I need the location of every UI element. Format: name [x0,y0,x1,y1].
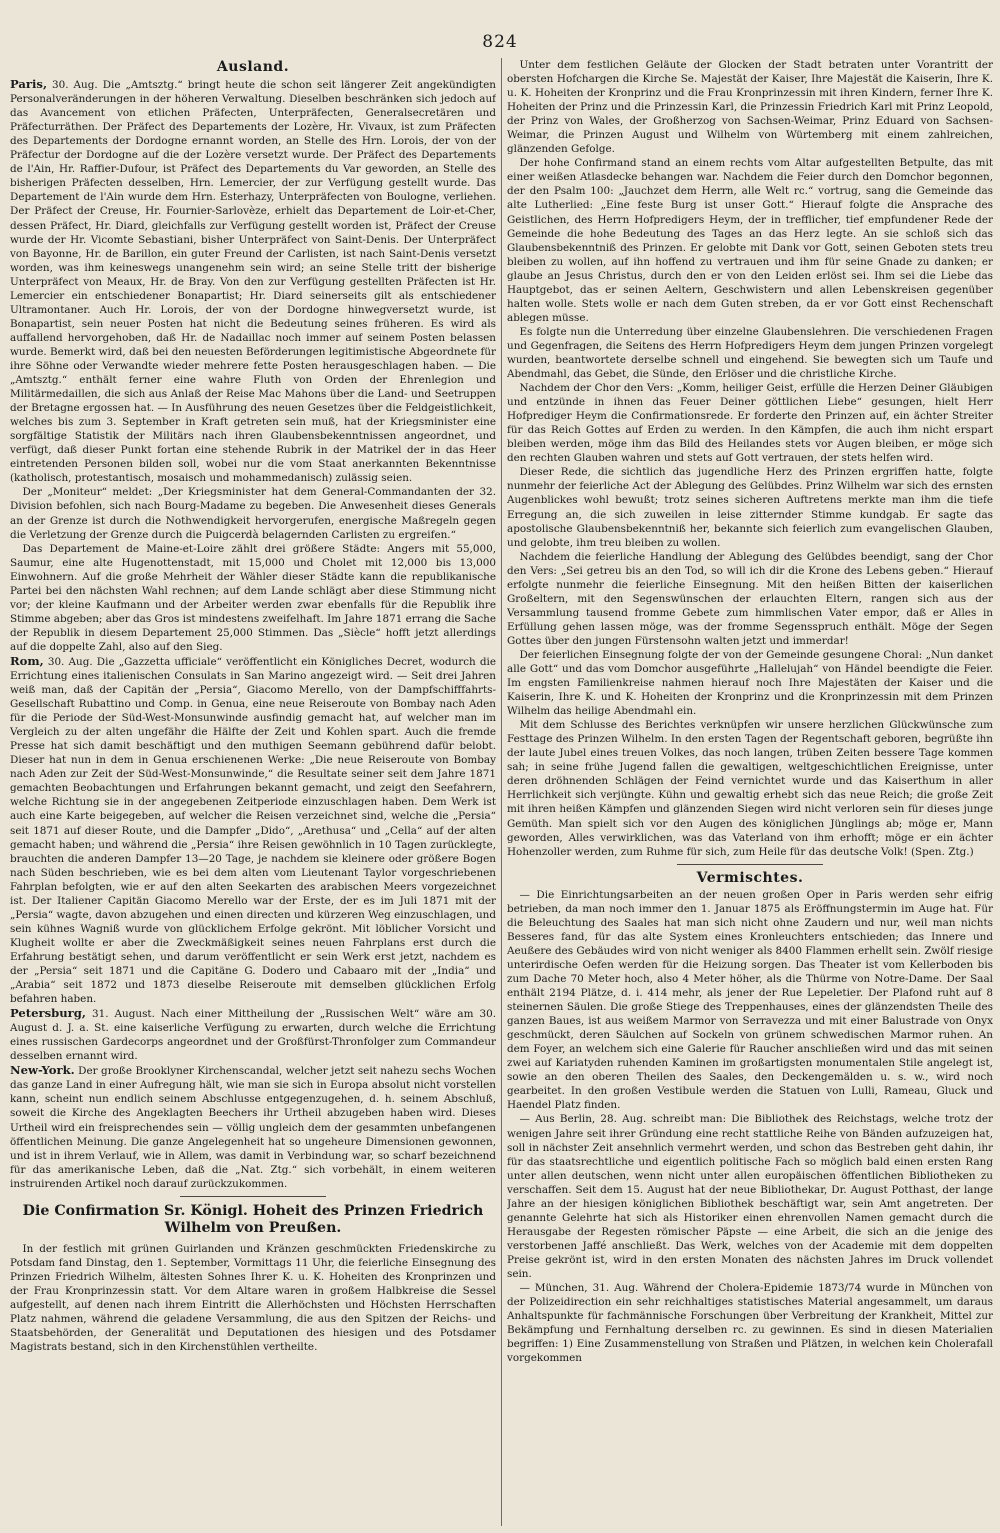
dateline-paris: Paris, [10,77,47,92]
dateline-rom: Rom, [10,653,44,668]
article-paragraph: Das Departement de Maine-et-Loire zählt drei größere Städte: Angers mit 55,000, Saumur, eine alte Hugenottenstadt, mit 15,000 und Cholet mit 12,000 bis 13,000 Einwohnern. Auf die große Mehrheit der Wähler dieser Städte kann die republikanische Partei bei den nächsten Wahl rechnen; auf dem Lande schlägt aber diese Stimmung nicht vor; der kleine Kaufmann und der Arbeiter werden zwar ebenfalls für die Republik ihre Stimme abgeben; aber das Gros ist mindestens zweifelhaft. Im Jahre 1871 errang die Sache der Republik in diesem Departement 25,000 Stimmen. Das „Siècle“ hofft jetzt allerdings auf die doppelte Zahl, also auf den Sieg. [10,542,496,653]
column-divider [501,58,502,1526]
article-paragraph: — München, 31. Aug. Während der Cholera-Epidemie 1873/74 wurde in München von der Polizeidirection ein sehr reichhaltiges statistisches Material angesammelt, um daraus Anhaltspunkte für fachmännische Forschungen über Verbreitung der Krankheit, Mittel zur Bekämpfung und Fernhaltung derselben rc. zu gewinnen. Es sind in diesen Materialien begriffen: 1) Eine Zusammenstellung von Straßen und Plätzen, in welchen kein Cholerafall vorgekommen [507,1282,993,1365]
article-paragraph: Der „Moniteur“ meldet: „Der Kriegsminister hat dem General-Commandanten der 32. Division befohlen, sich nach Bourg-Madame zu begeben. Die Anwesenheit dieses Generals an der Grenze ist durch die Nothwendigkeit hervorgerufen, energische Maßregeln gegen die Verletzung der Grenze durch die Puigcerdà belagernden Carlisten zu ergreifen.“ [10,486,496,541]
article-paragraph: Dieser Rede, die sichtlich das jugendliche Herz des Prinzen ergriffen hatte, folgte nunmehr der feierliche Act der Ablegung des Gelübdes. Prinz Wilhelm war sich des ernsten Augenblickes wohl bewußt; trotz seines sicheren Auftretens merkte man ihm die tiefe Erregung an, die sich zuweilen in leise zitternder Stimme kundgab. Er sagte das apostolische Glaubensbekenntniß her, bekannte sich feierlich zum evangelischen Glauben, und gelobte, ihm treu bleiben zu wollen. [507,466,993,549]
article-paragraph: Unter dem festlichen Geläute der Glocken der Stadt betraten unter Vorantritt der obersten Hofchargen die Kirche Se. Majestät der Kaiser, Ihre Majestät die Kaiserin, Ihre K. u. K. Hoheiten der Kronprinz und die Frau Kronprinzessin mit ihren Kindern, ferner Ihre K. Hoheiten der Prinz und die Prinzessin Karl, die Prinzessin Friedrich Karl mit Prinz Leopold, der Prinz von Wales, der Großherzog von Sachsen-Weimar, Prinz Eduard von Sachsen-Weimar, die Prinzen August und Wilhelm von Würtemberg mit einem zahlreichen, glänzenden Gefolge. [507,59,993,156]
left-column [10,58,496,1526]
section-heading-ausland: Ausland. [216,59,290,75]
article-paragraph: Der feierlichen Einsegnung folgte der von der Gemeinde gesungene Choral: „Nun danket alle Gott“ und das vom Domchor ausgeführte „Hallelujah“ von Händel beendigte die Feier. Im engsten Familienkreise nahmen hierauf noch Ihre Majestäten der Kaiser und die Kaiserin, Ihre K. und K. Hoheiten der Kronprinz und die Kronprinzessin mit dem Prinzen Wilhelm das heilige Abendmahl ein. [507,648,993,718]
article-paragraph: — Aus Berlin, 28. Aug. schreibt man: Die Bibliothek des Reichstags, welche trotz der wenigen Jahre seit ihrer Gründung eine recht stattliche Reihe von Bänden aufzuzeigen hat, soll in nächster Zeit ansehnlich vermehrt werden, und schon das Bestreben geht dahin, ihr für das staatsrechtliche und eigentlich politische Fach so möglich bald einen ersten Rang unter allen deutschen, wenn nicht unter allen europäischen öffentlichen Bibliotheken zu verschaffen. Seit dem 15. August hat der neue Bibliothekar, Dr. August Potthast, der lange Jahre an der hiesigen königlichen Bibliothek beschäftigt war, sein Amt angetreten. Der genannte Gelehrte hat sich als Historiker einen ehrenvollen Namen gemacht durch die Herausgabe der Regesten römischer Päpste — eine Arbeit, die sich an die jenige des verstorbenen Jaffé anschließt. Das Werk, welches von der Academie mit dem doppelten Preise gekrönt ist, wird in den ersten Monaten des nächsten Jahres im Druck vollendet sein. [507,1113,993,1280]
article-rom-lead [10,654,496,1006]
article-paris-text: 30. Aug. Die „Amtsztg.“ bringt heute die schon seit längerer Zeit angekündigten Personalveränderungen in der höheren Verwaltung. Dieselben beschränken sich jedoch auf das Avancement von etlichen Präfecten, Unterpräfecten, Generalsecretären und Präfecturräthen. Der Präfect des Departements der Lozère, Hr. Vivaux, ist zum Präfecten des Departements der Dordogne ernannt worden, an Stelle des Hrn. Lorois, der von der Präfectur der Dordogne auf die der Lozère versetzt wurde. Der Präfect des Departements de l'Ain, Hr. Raffier-Dufour, ist Präfect des Departements du Var geworden, an Stelle des bisherigen Präfecten desselben, Hrn. Lemercier, der zur Verfügung gestellt wurde. Das Departement de l'Ain wurde dem Hrn. Esterhazy, Unterpräfecten von Boulogne, verliehen. Der Präfect der Creuse, Hr. Fournier-Sarlovèze, erhielt das Departement de Loir-et-Cher, dessen Präfect, Hr. Diard, gleichfalls zur Verfügung gestellt worden ist, Präfect der Creuse wurde der Hr. Vicomte Sebastiani, bisher Unterpräfect von Saint-Denis. Der Unterpräfect von Bayonne, Hr. de Barillon, ein guter Freund der Carlisten, ist nach Saint-Denis versetzt worden, was ihm keineswegs unangenehm sein wird; an seine Stelle tritt der bisherige Unterpräfect von Meaux, Hr. de Bray. Von den zur Verfügung gestellten Präfecten ist Hr. Lemercier ein entschiedener Bonapartist; Hr. Diard seinerseits gilt als entschiedener Ultramontaner. Auch Hr. Lorois, der von der Dordogne hinwegversetzt wurde, ist Bonapartist, sein neuer Posten hat nicht die Bedeutung seines früheren. Es wird als auffallend hervorgehoben, daß Hr. de Nadaillac noch immer auf seinem Posten belassen wurde. Bemerkt wird, daß bei den neuesten Beförderungen legitimistische Abgeordnete für ihre Söhne oder Verwandte wieder mehrere fette Posten herausgeschlagen haben. — Die „Amtsztg.“ enthält ferner eine wahre Fluth von Orden der Ehrenlegion und Militärmedaillen, die sich aus Anlaß der Reise Mac Mahons über die Land- und Seetruppen der Bretagne ergossen hat. — In Ausführung des neuen Gesetzes über die Feldgeistlichkeit, welches bis zum 3. September in Kraft getreten sein muß, hat der Kriegsminister eine sorgfältige Statistik der Militärs nach ihren Glaubensbekenntnissen angeordnet, und verfügt, daß dieser Punkt fortan eine stehende Rubrik in der Matrikel der in das Heer eintretenden Personen bilden soll, wobei nur die vom Staat anerkannten Bekenntnisse (katholisch, protestantisch, mosaisch und mohammedanisch) zulässig seien. [10,79,496,485]
article-paragraph: Nachdem der Chor den Vers: „Komm, heiliger Geist, erfülle die Herzen Deiner Gläubigen und entzünde in ihnen das Feuer Deiner göttlichen Liebe“ gesungen, hielt Herr Hofprediger Heym die Confirmationsrede. Er forderte den Prinzen auf, ein ächter Streiter für das Reich Gottes auf Erden zu werden. In den Kämpfen, die auch ihm nicht erspart bleiben werden, möge ihm das Bild des Heilandes stets vor Augen bleiben, er möge sich den rechten Glauben wahren und stets auf Gott vertrauen, der stets helfen wird. [507,382,993,465]
article-rom-text: 30. Aug. Die „Gazzetta ufficiale“ veröffentlicht ein Königliches Decret, wodurch die Errichtung eines italienischen Consulats in San Marino angezeigt wird. — Seit drei Jahren weiß man, daß der Capitän der „Persia“, Giacomo Merello, von der Dampfschifffahrts-Gesellschaft Rubattino und Comp. in Genua, eine neue Reiseroute von Bombay nach Aden für die Periode der Süd-West-Monsunwinde ausfindig gemacht hat, auf welcher man im Vergleich zu der alten ungefähr die Hälfte der Zeit und Kohlen spart. Auch die fremde Presse hat sich damit beschäftigt und den muthigen Seemann gebührend dafür belobt. Dieser hat nun in dem in Genua erschienenen Werke: „Die neue Reiseroute von Bombay nach Aden zur Zeit der Süd-West-Monsunwinde,“ die Resultate seiner seit dem Jahre 1871 gemachten Beobachtungen und Erfahrungen bekannt gemacht, und zeigt den Seefahrern, welche Richtung sie in der angegebenen Zeitperiode einzuschlagen haben. Dem Werk ist auch eine Karte beigegeben, auf welcher die Reisen verzeichnet sind, welche die „Persia“ seit 1871 auf dieser Route, und die Dampfer „Dido“, „Arethusa“ und „Cella“ auf der alten gemacht haben; und während die „Persia“ ihre Reisen gewöhnlich in 10 Tagen zurücklegte, brauchten die anderen Dampfer 13—20 Tage, je nachdem sie kleinere oder größere Bogen nach Süden beschrieben, wie es bei dem alten vom Lieutenant Taylor vorgeschriebenen Fahrplan befolgten, wie er auf den alten Seekarten des arabischen Meers vorgezeichnet ist. Der Italiener Capitän Giacomo Merello war der Erste, der es im Juli 1871 mit der „Persia“ wagte, davon abzugehen und einen directen und kürzeren Weg einzuschlagen, und sein kühnes Wagniß wurde von glücklichem Erfolge gekrönt. Mit löblicher Vorsicht und Klugheit wollte er aber die Zweckmäßigkeit seines neuen Fahrplans erst durch die Erfahrung bestätigt sehen, und darum veröffentlicht er sein Werk erst jetzt, nachdem es der „Persia“ seit 1871 und die Capitäne G. Dodero und Cabaaro mit der „India“ und „Arabia“ seit 1872 und 1873 dieselbe Reiseroute mit demselben glücklichen Erfolg befahren haben. [10,655,496,1006]
confirmation-headline-line-2: Wilhelm von Preußen. [164,1219,342,1236]
article-paragraph: Nachdem die feierliche Handlung der Ablegung des Gelübdes beendigt, sang der Chor den Vers: „Sei getreu bis an den Tod, so will ich dir die Krone des Lebens geben.“ Hierauf erfolgte nunmehr die feierliche Einsegnung. Mit den heißen Bitten der kaiserlichen Großeltern, mit den Segenswünschen der erlauchten Eltern, rangen sich aus der Versammlung tausend fromme Gebete zum himmlischen Vater empor, daß er Alles in Erfüllung gehen lassen möge, was der fromme Segensspruch enthält. Möge der Segen Gottes über den jungen Fürstensohn walten jetzt und immerdar! [507,550,993,647]
article-paragraph: Es folgte nun die Unterredung über einzelne Glaubenslehren. Die verschiedenen Fragen und Gegenfragen, die Seitens des Herrn Hofpredigers Heym dem jungen Prinzen vorgelegt wurden, beantwortete derselbe schnell und eingehend. Sie bewegten sich um Taufe und Abendmahl, das Gebet, die Sünde, den Erlöser und die christliche Kirche. [507,325,993,381]
article-paris-lead [10,77,496,485]
dateline-newyork: New-York. [10,1063,75,1078]
confirmation-headline-line-1: Die Confirmation Sr. Königl. Hoheit des Prinzen Friedrich [22,1202,484,1219]
right-column [507,58,993,1526]
confirmation-headline [10,1203,496,1237]
separator-rule [180,1196,326,1197]
article-newyork-text: Der große Brooklyner Kirchenscandal, welcher jetzt seit nahezu sechs Wochen das ganze Land in einer Aufregung hält, wie man sie sich in Europa absolut nicht vorstellen kann, scheint nun endlich seinem Abschlusse entgegenzugehen, d. h. seinem Abschluß, soweit die Kirche des Angeklagten Beechers ihr Urtheil abzugeben haben wird. Dieses Urtheil wird ein freisprechendes sein — völlig ungleich dem der gesammten unbefangenen öffentlichen Meinung. Die ganze Angelegenheit hat so ungeheure Dimensionen gewonnen, und ist in ihrem Verlauf, wie in Allem, was damit in Verbindung war, so scharf bezeichnend für das amerikanische Leben, daß die „Nat. Ztg.“ sich vorbehält, in einem weiteren instruirenden Artikel noch darauf zurückzukommen. [10,1065,496,1190]
section-heading-vermischtes: Vermischtes. [696,869,804,886]
article-petersburg-text: 31. August. Nach einer Mittheilung der „Russischen Welt“ wäre am 30. August d. J. a. St. eine kaiserliche Verfügung zu erwarten, durch welche die Errichtung eines russischen Gardecorps angeordnet und der Großfürst-Thronfolger zum Commandeur desselben ernannt wird. [10,1008,496,1063]
article-paragraph: Mit dem Schlusse des Berichtes verknüpfen wir unsere herzlichen Glückwünsche zum Festtage des Prinzen Wilhelm. In den ersten Tagen der Regentschaft geboren, begrüßte ihn der laute Jubel eines treuen Volkes, das noch langen, trüben Zeiten bessere Tage kommen sah; in seine frühe Jugend fallen die gewaltigen, weltgeschichtlichen Ereignisse, unter deren dröhnenden Schlägen der Feind vernichtet wurde und das Kaiserthum in aller Herrlichkeit sich verjüngte. Kühn und gewaltig erhebt sich das neue Reich; die große Zeit mit ihren heißen Kämpfen und glänzenden Siegen wird nicht verloren sein für dieses junge Gemüth. Man spielt sich vor den Augen des königlichen Jünglings ab; möge er, Mann geworden, Alles verwirklichen, was das Vaterland von ihm erhofft; möge er ein ächter Hohenzoller werden, zum Ruhme für sich, zum Heile für das deutsche Volk! (Spen. Ztg.) [507,719,993,858]
page-number: 824 [482,32,518,52]
dateline-petersburg: Petersburg, [10,1006,86,1021]
article-newyork-lead [10,1063,496,1190]
article-petersburg-lead [10,1006,496,1063]
article-paragraph: Der hohe Confirmand stand an einem rechts vom Altar aufgestellten Betpulte, das mit einer weißen Atlasdecke behangen war. Nachdem die Feier durch den Domchor begonnen, der den Psalm 100: „Jauchzet dem Herrn, alle Welt rc.“ vortrug, sang die Gemeinde das alte Lutherlied: „Eine feste Burg ist unser Gott.“ Hierauf folgte die Ansprache des Geistlichen, des Herrn Hofpredigers Heym, der in trefflicher, tief empfundener Rede der Gemeinde die hohe Bedeutung des Tages an das Herz legte. An sie schloß sich das Glaubensbekenntniß des Prinzen. Er gelobte mit Dank vor Gott, seinen Geboten stets treu bleiben zu wollen, auf ihn hoffend zu vertrauen und ihm für seine Gnade zu danken; er glaube an Jesus Christus, durch den er von den Leiden erlöst sei. Ihm sei die Liebe das Hauptgebot, das er seinen Aeltern, Geschwistern und allen Lebenskreisen gegenüber halten wolle. Stets wolle er nach dem Guten streben, da er vor Gott einst Rechenschaft ablegen müsse. [507,157,993,324]
article-paragraph: In der festlich mit grünen Guirlanden und Kränzen geschmückten Friedenskirche zu Potsdam fand Dinstag, den 1. September, Vormittags 11 Uhr, die feierliche Einsegnung des Prinzen Friedrich Wilhelm, ältesten Sohnes Ihrer K. u. K. Hoheiten des Kronprinzen und der Frau Kronprinzessin statt. Vor dem Altare waren in großem Halbkreise die Sessel aufgestellt, auf denen nach ihrem Eintritt die Allerhöchsten und Höchsten Herrschaften Platz nahmen, während die geladene Versammlung, die aus den Spitzen der Reichs- und Staatsbehörden, der Generalität und Deputationen des hiesigen und des Potsdamer Magistrats bestand, sich in den Kirchenstühlen vertheilte. [10,1242,496,1354]
separator-rule [677,864,823,865]
article-paragraph: — Die Einrichtungsarbeiten an der neuen großen Oper in Paris werden sehr eifrig betrieben, da man noch immer den 1. Januar 1875 als Eröffnungstermin im Auge hat. Für die Beleuchtung des Saales hat man sich nicht ohne Zaudern und nur, weil man nichts Besseres fand, für das alte System eines Kronleuchters entschieden; das Innere und Aeußere des Gebäudes wird von nicht weniger als 8400 Flammen erhellt sein. Zwölf riesige unterirdische Oefen werden für die Heizung sorgen. Das Theater ist vom Kellerboden bis zum Dache 70 Meter hoch, also 4 Meter höher, als die Thürme von Notre-Dame. Der Saal enthält 2194 Plätze, d. i. 414 mehr, als jener der Rue Lepeletier. Der Plafond ruht auf 8 steinernen Säulen. Die große Stiege des Treppenhauses, eines der glänzendsten Theile des ganzen Baues, ist aus weißem Marmor von Serravezza und mit einer Balustrade von Onyx geschmückt, deren Säulchen auf Sockeln von grünem schwedischen Marmor ruhen. An dem Foyer, an welchem sich eine Galerie für Raucher anschließen wird und das mit seinen zwei auf Kariatyden ruhenden Kaminen im großartigsten monumentalen Stile angelegt ist, sowie an den oberen Theilen des Saales, den Deckengemälden u. s. w., wird noch gearbeitet. In den großen Vestibule werden die Statuen von Lulli, Rameau, Gluck und Haendel Platz finden. [507,888,993,1112]
